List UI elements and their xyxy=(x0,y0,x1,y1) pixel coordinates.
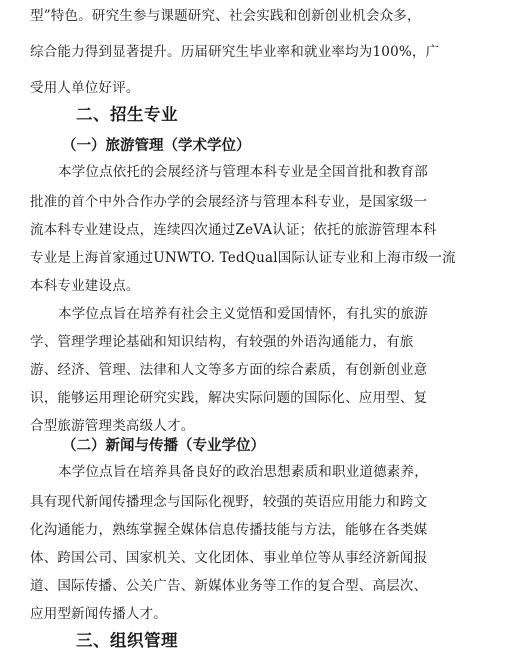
subsection-1-heading: （一）旅游管理（学术学位） xyxy=(62,138,251,154)
sub2-para-line-2: 具有现代新闻传播理念与国际化视野，较强的英语应用能力和跨文 xyxy=(30,494,428,510)
sub2-para-line-6: 应用型新闻传播人才。 xyxy=(30,606,167,622)
sub1-para1-line-4: 专业是上海首家通过UNWTO. TedQual国际认证专业和上海市级一流 xyxy=(30,250,456,266)
sub1-para1-line-1: 本学位点依托的会展经济与管理本科专业是全国首批和教育部 xyxy=(58,164,428,180)
sub2-para-line-1: 本学位点旨在培养具备良好的政治思想素质和职业道德素养， xyxy=(58,464,428,480)
sub1-para2-line-4: 识，能够运用理论研究实践，解决实际问题的国际化、应用型、复 xyxy=(30,390,428,406)
intro-line-1: 型”特色。研究生参与课题研究、社会实践和创新创业机会众多， xyxy=(30,8,421,24)
sub1-para1-line-5: 本科专业建设点。 xyxy=(30,278,140,294)
sub1-para1-line-3: 流本科专业建设点，连续四次通过ZeVA认证；依托的旅游管理本科 xyxy=(30,222,437,238)
sub2-para-line-5: 道、国际传播、公关广告、新媒体业务等工作的复合型、高层次、 xyxy=(30,578,428,594)
sub1-para2-line-2: 学、管理学理论基础和知识结构，有较强的外语沟通能力，有旅 xyxy=(30,334,414,350)
section-2-heading: 二、招生专业 xyxy=(76,105,178,124)
intro-line-2: 综合能力得到显著提升。历届研究生毕业率和就业率均为100%，广 xyxy=(30,44,440,60)
sub1-para2-line-1: 本学位点旨在培养有社会主义觉悟和爱国情怀，有扎实的旅游 xyxy=(58,306,428,322)
sub1-para1-line-2: 批准的首个中外合作办学的会展经济与管理本科专业，是国家级一 xyxy=(30,194,428,210)
sub1-para2-line-3: 游、经济、管理、法律和人文等多方面的综合素质，有创新创业意 xyxy=(30,362,428,378)
sub2-para-line-3: 化沟通能力，熟练掌握全媒体信息传播技能与方法，能够在各类媒 xyxy=(30,522,428,538)
intro-line-3: 受用人单位好评。 xyxy=(30,80,140,96)
subsection-2-heading: （二）新闻与传播（专业学位） xyxy=(62,438,265,454)
section-3-heading: 三、组织管理 xyxy=(76,631,178,650)
sub2-para-line-4: 体、跨国公司、国家机关、文化团体、事业单位等从事经济新闻报 xyxy=(30,550,428,566)
sub1-para2-line-5: 合型旅游管理类高级人才。 xyxy=(30,418,195,434)
